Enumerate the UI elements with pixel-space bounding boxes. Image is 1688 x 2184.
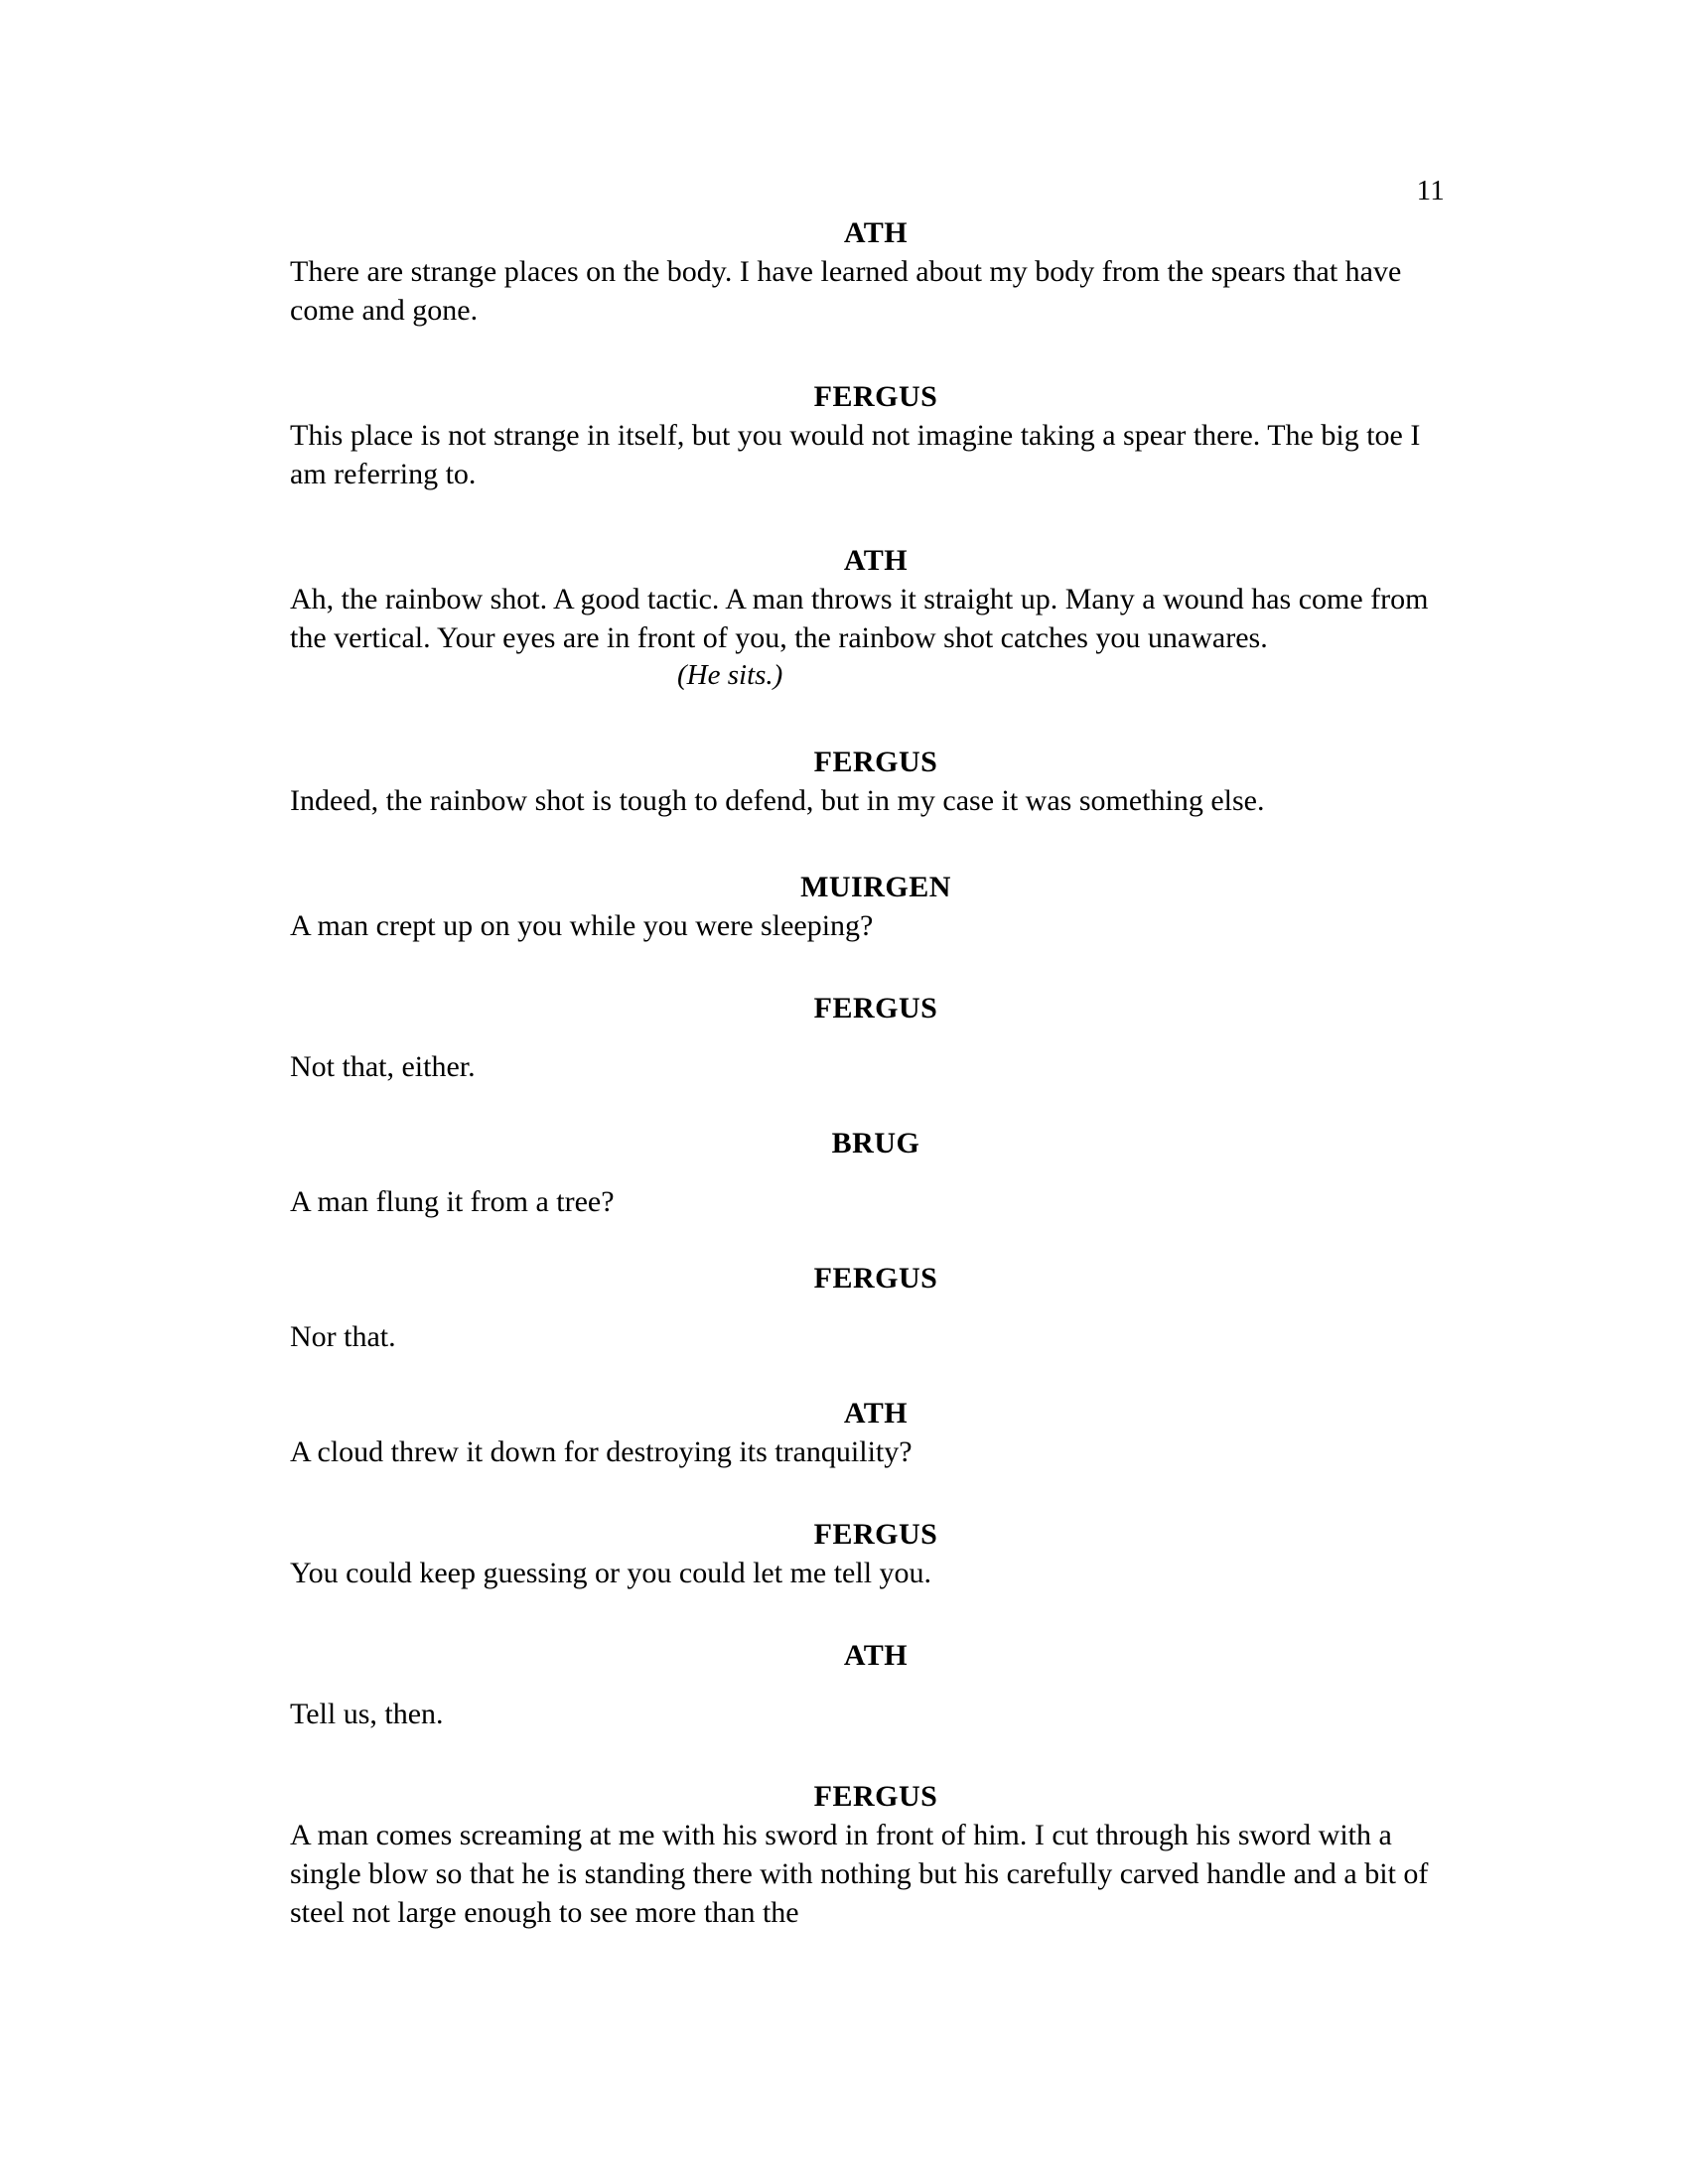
speech-block bbox=[290, 541, 1462, 695]
character-cue: FERGUS bbox=[813, 1517, 938, 1551]
cue-gap bbox=[290, 1297, 1462, 1317]
block-gap bbox=[290, 1221, 1462, 1259]
stage-direction: (He sits.) bbox=[677, 659, 783, 691]
block-gap bbox=[290, 493, 1462, 541]
block-gap bbox=[290, 1356, 1462, 1394]
dialogue-text: A man comes screaming at me with his sword in front of him. I cut through his sword with a single blow so that he is standing there with nothing but his carefully carved handle and a bit of steel not large enough to see more than the bbox=[290, 1818, 1429, 1929]
speech-block bbox=[290, 1777, 1462, 1932]
dialogue-text: Ah, the rainbow shot. A good tactic. A man throws it straight up. Many a wound has come from the vertical. Your eyes are in front of you, the rainbow shot catches you unawares. bbox=[290, 583, 1429, 654]
character-cue: ATH bbox=[843, 544, 909, 577]
speech-block bbox=[290, 213, 1462, 330]
speech-block bbox=[290, 1259, 1462, 1356]
block-gap bbox=[290, 1592, 1462, 1636]
speech-block bbox=[290, 1124, 1462, 1221]
character-cue: FERGUS bbox=[813, 1261, 938, 1295]
character-cue: BRUG bbox=[831, 1126, 920, 1160]
character-cue: FERGUS bbox=[813, 991, 938, 1024]
speech-block bbox=[290, 1394, 1462, 1471]
character-cue: MUIRGEN bbox=[800, 870, 951, 903]
block-gap bbox=[290, 330, 1462, 377]
cue-gap bbox=[290, 1675, 1462, 1695]
block-gap bbox=[290, 1471, 1462, 1515]
block-gap bbox=[290, 1086, 1462, 1124]
dialogue-text: A cloud threw it down for destroying its tranquility? bbox=[290, 1434, 913, 1468]
dialogue-text: This place is not strange in itself, but you would not imagine taking a spear there. The big toe I am referring to. bbox=[290, 419, 1421, 490]
cue-gap bbox=[290, 1027, 1462, 1047]
character-cue: ATH bbox=[843, 216, 909, 249]
dialogue-text: You could keep guessing or you could let me tell you. bbox=[290, 1556, 932, 1589]
speech-block bbox=[290, 989, 1462, 1086]
block-gap bbox=[290, 1733, 1462, 1777]
character-cue: FERGUS bbox=[813, 745, 938, 778]
block-gap bbox=[290, 820, 1462, 868]
dialogue-text: A man crept up on you while you were sleeping? bbox=[290, 908, 874, 942]
dialogue-text: Indeed, the rainbow shot is tough to defend, but in my case it was something else. bbox=[290, 783, 1265, 817]
character-cue: ATH bbox=[843, 1638, 909, 1672]
block-gap bbox=[290, 695, 1462, 743]
page-number: 11 bbox=[1416, 175, 1445, 206]
speech-block bbox=[290, 743, 1462, 820]
speech-block bbox=[290, 1636, 1462, 1733]
script-body bbox=[290, 213, 1462, 1932]
character-cue: ATH bbox=[843, 1396, 909, 1430]
character-cue: FERGUS bbox=[813, 380, 938, 413]
dialogue-text: There are strange places on the body. I have learned about my body from the spears that have come and gone. bbox=[290, 255, 1402, 327]
block-gap bbox=[290, 945, 1462, 989]
speech-block bbox=[290, 868, 1462, 945]
speech-block bbox=[290, 377, 1462, 493]
cue-gap bbox=[290, 1162, 1462, 1182]
dialogue-text: Not that, either. bbox=[290, 1049, 476, 1083]
speech-block bbox=[290, 1515, 1462, 1592]
dialogue-text: Nor that. bbox=[290, 1319, 396, 1353]
character-cue: FERGUS bbox=[813, 1779, 938, 1813]
dialogue-text: Tell us, then. bbox=[290, 1697, 444, 1730]
dialogue-text: A man flung it from a tree? bbox=[290, 1184, 615, 1218]
